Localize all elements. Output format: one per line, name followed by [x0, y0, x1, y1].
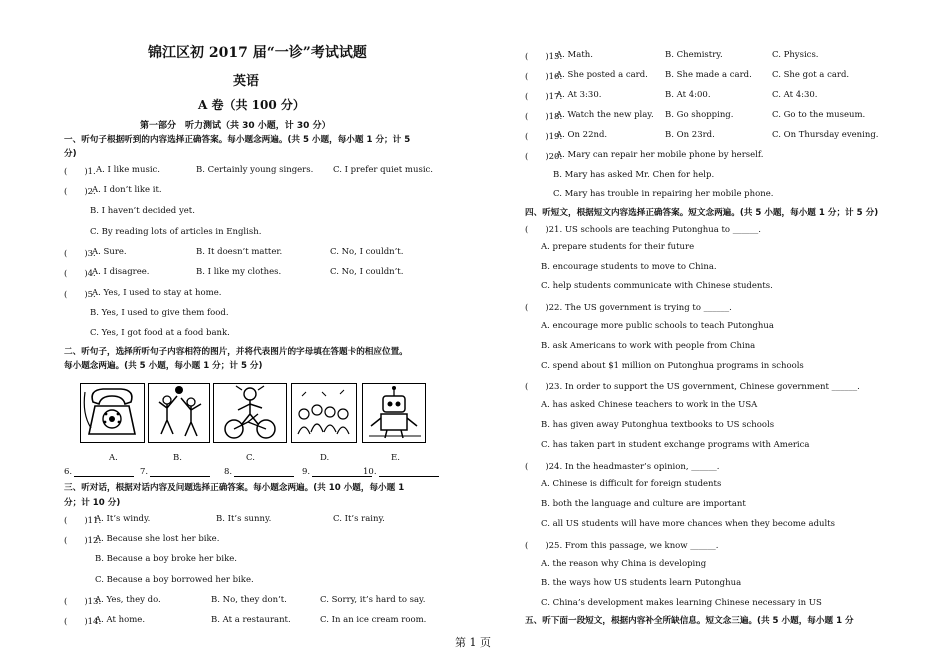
picture-d	[291, 383, 357, 443]
part-title: 第一部分 听力测试（共 30 小题，计 30 分）	[140, 121, 331, 131]
q24-stem: ( )24. In the headmaster’s opinion, ______.	[525, 462, 720, 472]
q14-option-c[interactable]: C. In an ice cream room.	[320, 615, 427, 625]
q12-option-b[interactable]: B. Because a boy broke her bike.	[95, 554, 237, 564]
q22-option-c[interactable]: C. spend about $1 million on Putonghua programs in schools	[541, 361, 804, 371]
section3-heading: 三、听对话，根据对话内容及问题选择正确答案。每小题念两遍。(共 10 小题，每小题 1	[64, 483, 405, 493]
q15-option-a[interactable]: A. Math.	[556, 50, 593, 60]
q14-option-b[interactable]: B. At a restaurant.	[211, 615, 291, 625]
q1-option-b[interactable]: B. Certainly young singers.	[196, 165, 314, 175]
answer-blank-10[interactable]	[363, 467, 439, 477]
section1-heading-cont: 分)	[64, 149, 77, 159]
q17-option-c[interactable]: C. At 4:30.	[772, 90, 818, 100]
q16-number: ( )16.	[525, 72, 563, 82]
q12-option-c[interactable]: C. Because a boy borrowed her bike.	[95, 575, 254, 585]
blank-number: 7.	[140, 467, 149, 477]
q21-stem: ( )21. US schools are teaching Putonghua to ______.	[525, 225, 761, 235]
q18-option-b[interactable]: B. Go shopping.	[665, 110, 734, 120]
q5-option-a[interactable]: A. Yes, I used to stay at home.	[92, 288, 222, 298]
blank-number: 6.	[64, 467, 73, 477]
blank-number: 8.	[224, 467, 233, 477]
q13-option-a[interactable]: A. Yes, they do.	[95, 595, 161, 605]
q2-number: ( )2.	[64, 187, 96, 197]
section2-heading-cont: 每小题念两遍。(共 5 小题，每小题 1 分；计 5 分)	[64, 361, 263, 371]
q14-option-a[interactable]: A. At home.	[95, 615, 146, 625]
q11-option-a[interactable]: A. It’s windy.	[95, 514, 151, 524]
answer-blank-8[interactable]	[224, 467, 294, 477]
subject-title: 英语	[233, 74, 260, 89]
q19-option-a[interactable]: A. On 22nd.	[556, 130, 608, 140]
q4-number: ( )4.	[64, 269, 96, 279]
q3-option-c[interactable]: C. No, I couldn’t.	[330, 247, 404, 257]
section3-heading-cont: 分；计 10 分)	[64, 498, 121, 508]
q16-option-c[interactable]: C. She got a card.	[772, 70, 850, 80]
blank-number: 10.	[363, 467, 377, 477]
q14-number: ( )14.	[64, 617, 102, 627]
q24-option-c[interactable]: C. all US students will have more chances when they become adults	[541, 519, 835, 529]
q21-option-c[interactable]: C. help students communicate with Chinese students.	[541, 281, 773, 291]
q11-number: ( )11.	[64, 516, 102, 526]
q25-stem: ( )25. From this passage, we know ______.	[525, 541, 719, 551]
q16-option-a[interactable]: A. She posted a card.	[556, 70, 648, 80]
q18-option-a[interactable]: A. Watch the new play.	[556, 110, 654, 120]
exam-title: 锦江区初 2017 届“一诊”考试试题	[148, 45, 367, 61]
q2-option-b[interactable]: B. I haven’t decided yet.	[90, 206, 195, 216]
q5-option-b[interactable]: B. Yes, I used to give them food.	[90, 308, 229, 318]
q1-option-a[interactable]: A. I like music.	[96, 165, 160, 175]
basketball-players-icon	[149, 384, 209, 442]
q11-option-b[interactable]: B. It’s sunny.	[216, 514, 272, 524]
q20-option-b[interactable]: B. Mary has asked Mr. Chen for help.	[553, 170, 715, 180]
blank-number: 9.	[302, 467, 311, 477]
q21-option-a[interactable]: A. prepare students for their future	[541, 242, 695, 252]
q23-stem: ( )23. In order to support the US government, Chinese government ______.	[525, 382, 860, 392]
q3-option-b[interactable]: B. It doesn’t matter.	[196, 247, 283, 257]
answer-blank-9[interactable]	[302, 467, 372, 477]
q5-option-c[interactable]: C. Yes, I got food at a food bank.	[90, 328, 230, 338]
q2-option-a[interactable]: A. I don’t like it.	[92, 185, 162, 195]
q25-option-c[interactable]: C. China’s development makes learning Chinese necessary in US	[541, 598, 822, 608]
picture-e	[362, 383, 426, 443]
q16-option-b[interactable]: B. She made a card.	[665, 70, 752, 80]
group-children-icon	[292, 384, 356, 442]
picture-label-b: B.	[173, 453, 182, 463]
answer-blank-7[interactable]	[140, 467, 210, 477]
q15-option-c[interactable]: C. Physics.	[772, 50, 819, 60]
q25-option-a[interactable]: A. the reason why China is developing	[541, 559, 707, 569]
answer-blank-6[interactable]	[64, 467, 134, 477]
robot-icon	[363, 384, 425, 442]
q20-option-c[interactable]: C. Mary has trouble in repairing her mobile phone.	[553, 189, 774, 199]
q23-option-a[interactable]: A. has asked Chinese teachers to work in the USA	[541, 400, 758, 410]
q17-number: ( )17.	[525, 92, 563, 102]
q15-option-b[interactable]: B. Chemistry.	[665, 50, 723, 60]
picture-label-a: A.	[109, 453, 118, 463]
q20-number: ( )20.	[525, 152, 563, 162]
q17-option-a[interactable]: A. At 3:30.	[556, 90, 602, 100]
q3-option-a[interactable]: A. Sure.	[92, 247, 127, 257]
q23-option-b[interactable]: B. has given away Putonghua textbooks to US schools	[541, 420, 775, 430]
telephone-icon	[81, 384, 144, 442]
q17-option-b[interactable]: B. At 4:00.	[665, 90, 711, 100]
q21-option-b[interactable]: B. encourage students to move to China.	[541, 262, 717, 272]
q24-option-b[interactable]: B. both the language and culture are important	[541, 499, 746, 509]
picture-label-d: D.	[320, 453, 330, 463]
picture-a	[80, 383, 145, 443]
q5-number: ( )5.	[64, 290, 96, 300]
q19-option-b[interactable]: B. On 23rd.	[665, 130, 715, 140]
q4-option-a[interactable]: A. I disagree.	[92, 267, 150, 277]
q15-number: ( )15.	[525, 52, 563, 62]
section5-heading: 五、听下面一段短文，根据内容补全所缺信息。短文念三遍。(共 5 小题，每小题 1 分	[525, 616, 854, 626]
q1-option-c[interactable]: C. I prefer quiet music.	[333, 165, 433, 175]
q4-option-c[interactable]: C. No, I couldn’t.	[330, 267, 404, 277]
cyclist-icon	[214, 384, 286, 442]
q22-stem: ( )22. The US government is trying to ______.	[525, 303, 732, 313]
q20-option-a[interactable]: A. Mary can repair her mobile phone by herself.	[556, 150, 764, 160]
q2-option-c[interactable]: C. By reading lots of articles in English.	[90, 227, 262, 237]
q18-option-c[interactable]: C. Go to the museum.	[772, 110, 866, 120]
picture-b	[148, 383, 210, 443]
q19-number: ( )19.	[525, 132, 563, 142]
q23-option-c[interactable]: C. has taken part in student exchange programs with America	[541, 440, 810, 450]
section4-heading: 四、听短文，根据短文内容选择正确答案。短文念两遍。(共 5 小题，每小题 1 分；计 5 分)	[525, 208, 879, 218]
q12-option-a[interactable]: A. Because she lost her bike.	[95, 534, 220, 544]
picture-c	[213, 383, 287, 443]
q4-option-b[interactable]: B. I like my clothes.	[196, 267, 282, 277]
section2-heading: 二、听句子，选择所听句子内容相符的图片，并将代表图片的字母填在答题卡的相应位置。	[64, 347, 408, 357]
q22-option-b[interactable]: B. ask Americans to work with people from China	[541, 341, 756, 351]
section1-heading: 一、听句子根据听到的内容选择正确答案。每小题念两遍。(共 5 小题，每小题 1 分；计 5	[64, 135, 411, 145]
q12-number: ( )12.	[64, 536, 102, 546]
q13-option-b[interactable]: B. No, they don’t.	[211, 595, 287, 605]
q25-option-b[interactable]: B. the ways how US students learn Putonghua	[541, 578, 742, 588]
q1-number: ( )1.	[64, 167, 96, 177]
q18-number: ( )18.	[525, 112, 563, 122]
q13-option-c[interactable]: C. Sorry, it’s hard to say.	[320, 595, 426, 605]
q3-number: ( )3.	[64, 249, 96, 259]
paper-title: A 卷（共 100 分）	[198, 98, 305, 112]
page-number: 第 1 页	[455, 636, 491, 649]
picture-label-e: E.	[391, 453, 400, 463]
q11-option-c[interactable]: C. It’s rainy.	[333, 514, 385, 524]
q22-option-a[interactable]: A. encourage more public schools to teach Putonghua	[541, 321, 774, 331]
q24-option-a[interactable]: A. Chinese is difficult for foreign students	[541, 479, 722, 489]
picture-label-c: C.	[246, 453, 255, 463]
q19-option-c[interactable]: C. On Thursday evening.	[772, 130, 879, 140]
q13-number: ( )13.	[64, 597, 102, 607]
